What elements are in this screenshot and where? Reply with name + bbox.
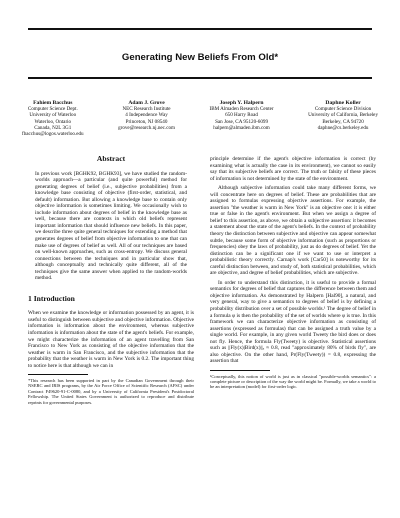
author-affiliation: University of Waterloo (29, 112, 77, 119)
author (210, 100, 274, 137)
author-email: fbacchus@logos.waterloo.edu (22, 131, 84, 138)
paper-title: Generating New Beliefs From Old* (121, 52, 279, 63)
author-email: grove@research.nj.nec.com (118, 124, 175, 131)
section-heading: 1 Introduction (28, 293, 75, 303)
author-affiliation: 4 Independence Way (125, 112, 168, 119)
author-affiliation: NEC Research Institute (122, 106, 171, 113)
author (308, 100, 378, 137)
rule-bottom (28, 77, 372, 79)
footnote-rule (210, 370, 270, 371)
author-affiliation: Berkeley, CA 94720 (322, 118, 364, 125)
footnote-rule (28, 374, 88, 375)
footnote: ¹Conceptually, this notion of world is just as in classical "possible-worlds semantics": a complete picture or description of the way the world might be. Formally, we take a world to be an interpretation (model) for first-order logic. (210, 373, 376, 390)
author (22, 100, 84, 137)
footnote: *This research has been supported in part by the Canadian Government through their NSERC and IRIS programs, by the Air Force Office of Scientific Research (AFSC) under Contract F49620-91-C-0080, and by a University of California President's Postdoctoral Fellowship. The United States Government is authorized to reproduce and distribute reprints for governmental purposes. (28, 377, 194, 405)
author-email: halpern@almaden.ibm.com (213, 124, 270, 131)
abstract-heading: Abstract (96, 154, 126, 163)
body-paragraph: When we examine the knowledge or information possessed by an agent, it is useful to distinguish between subjective and objective information. Objective information is information about the environment, whereas subjective information is information about the state of the agent's beliefs. For example, we might characterize the information of an agent travelling from San Francisco to New York as consisting of the objective information that the weather is warm in San Francisco, and the subjective information that the probability that the weather is warm in New York is 0.2. The important thing to notice here is that although we can in (28, 310, 194, 369)
author-name: Adam J. Grove (128, 100, 165, 106)
left-column (28, 156, 194, 405)
author-affiliation: Princeton, NJ 08540 (125, 118, 168, 125)
author-affiliation: Computer Science Division (314, 106, 372, 113)
author-affiliation: University of California, Berkeley (308, 112, 378, 119)
author-affiliation: 650 Harry Road (225, 112, 258, 119)
author-affiliation: Computer Science Dept. (27, 106, 78, 113)
abstract-text: In previous work [BGHK92, BGHK93], we have studied the random-worlds approach—a particular (and quite powerful) method for generating degrees of belief (i.e., subjective probabilities) from a knowledge base consisting of objective (first-order, statistical, and default) information. But allowing a knowledge base to contain only objective information is sometimes limiting. We occasionally wish to include information about degrees of belief in the knowledge base as well, because there are contexts in which old beliefs represent important information that should influence new beliefs. In this paper, we describe three quite general techniques for extending a method that generates degrees of belief from objective information to one that can make use of degrees of belief as well. All of our techniques are based on well-known approaches, such as cross-entropy. We discuss general connections between the techniques and in particular show that, although conceptually and technically quite different, all of the techniques give the same answer when applied to the random-worlds method. (35, 170, 187, 282)
author-name: Fahiem Bacchus (33, 100, 73, 106)
author-name: Daphne Koller (325, 100, 361, 106)
author-name: Joseph Y. Halpern (219, 100, 264, 106)
body-paragraph: Although subjective information could take many different forms, we will concentrate here on degrees of belief. These are probabilities that are assigned to formulas expressing objective assertions. For example, the assertion "the weather is warm in New York" is an objective one: it is either true or false in the agent's environment. But when we assign a degree of belief to this assertion, as above, we obtain a subjective assertion: it becomes a statement about the state of the agent's beliefs. In the context of probability theory the distinction between subjective and objective can appear somewhat subtle, because some form of objective information (such as proportions or frequencies) obey the laws of probability, just as do degrees of belief. Yet the distinction can be a significant one if we want to use or interpret a probabilistic theory correctly. Carnap's work [Car50] is noteworthy for its careful distinction between, and study of, both statistical probabilities, which are objective, and degree of belief probabilities, which are subjective. (210, 185, 376, 277)
author-affiliation: Waterloo, Ontario (34, 118, 72, 125)
right-column (210, 156, 376, 390)
author-email: daphne@cs.berkeley.edu (317, 124, 369, 131)
rule-top (28, 28, 372, 30)
author-block (22, 100, 378, 137)
body-paragraph: principle determine if the agent's objective information is correct (by examining what is actually the case in its environment), we cannot so easily say that its subjective beliefs are correct. The truth or falsity of these pieces of information is not determined by the state of the environment. (210, 156, 376, 182)
author (118, 100, 175, 137)
body-paragraph: In order to understand this distinction, it is useful to provide a formal semantics for degrees of belief that captures the difference between them and objective information. As demonstrated by Halpern [Hal90], a natural, and very general, way to give a semantics to degrees of belief is by defining a probability distribution over a set of possible worlds.¹ The degree of belief in a formula φ is then the probability of the set of worlds where φ is true. In this framework we can characterize objective information as consisting of assertions (expressed as formulas) that can be assigned a truth value by a single world. For example, in any given world Tweety the bird does or does not fly. Hence, the formula Fly(Tweety) is objective. Statistical assertions such as ||Fly(x)|Bird(x)||ₓ ≈ 0.8, read "approximately 80% of birds fly", are also objective. On the other hand, Pr(Fly(Tweety)) = 0.8, expressing the assertion that (210, 279, 376, 365)
author-affiliation: San Jose, CA 95120-6099 (215, 118, 268, 125)
author-affiliation: IBM Almaden Research Center (209, 106, 274, 113)
author-affiliation: Canada, N2L 3G1 (34, 124, 72, 131)
